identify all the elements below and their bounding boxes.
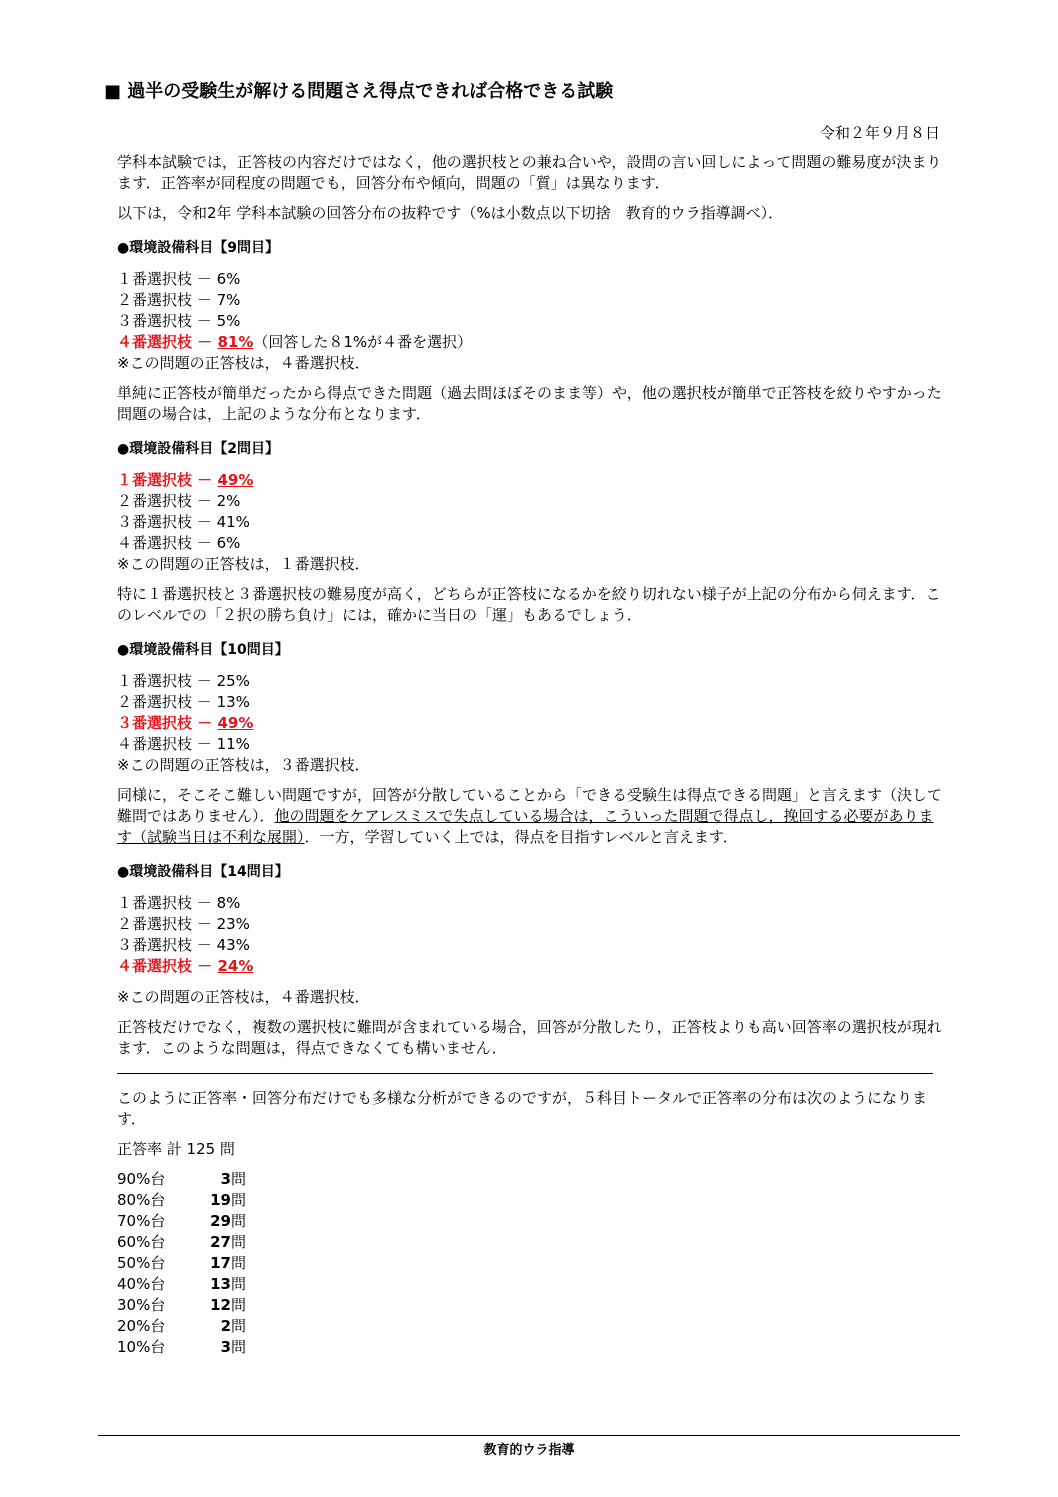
page-title: ■ 過半の受験生が解ける問題さえ得点できれば合格できる試験 — [104, 81, 614, 102]
answer-label: ４番選択枝 － — [117, 957, 213, 975]
answer-percent: 43% — [216, 936, 250, 954]
paragraph-text: ．一方，学習していく上では，得点を目指すレベルと言えます． — [304, 828, 738, 846]
answer-line — [117, 914, 945, 935]
band-label: 60%台 — [117, 1233, 166, 1251]
distribution-row — [117, 1211, 945, 1232]
distribution-row — [117, 1232, 945, 1253]
band-label: 40%台 — [117, 1275, 166, 1293]
footer-divider — [98, 1435, 960, 1436]
answer-label: １番選択枝 － — [117, 471, 213, 489]
answer-label: １番選択枝 － — [117, 270, 212, 288]
answer-label: ２番選択枝 － — [117, 915, 212, 933]
band-count: 27 — [210, 1233, 231, 1251]
answer-percent: 25% — [216, 672, 250, 690]
answer-line — [117, 935, 945, 956]
band-label: 10%台 — [117, 1338, 166, 1356]
paragraph-emphasis: 他の問題をケアレスミスで失点している場合は，こういった問題で得点し，挽回する必要があります（試験当日は不利な展開） — [117, 807, 934, 846]
answer-line — [117, 533, 945, 554]
section-q14 — [117, 862, 945, 1059]
intro-paragraph: 学科本試験では，正答枝の内容だけではなく，他の選択枝との兼ね合いや，設問の言い回しによって問題の難易度が決まります．正答率が同程度の問題でも，回答分布や傾向，問題の「質」は異なります． — [117, 153, 942, 192]
answer-label: ３番選択枝 － — [117, 936, 212, 954]
answer-line-correct — [117, 332, 945, 353]
answer-line-correct — [117, 713, 945, 734]
answer-label: ４番選択枝 － — [117, 534, 212, 552]
summary-paragraph: このように正答率・回答分布だけでも多様な分析ができるのですが，５科目トータルで正答率の分布は次のようになります． — [117, 1089, 928, 1128]
answer-percent: 41% — [216, 513, 250, 531]
answer-label: ２番選択枝 － — [117, 492, 212, 510]
distribution-row — [117, 1295, 945, 1316]
divider — [117, 1073, 933, 1074]
answer-label: ３番選択枝 － — [117, 714, 213, 732]
section-q9 — [117, 238, 945, 425]
answer-percent: 8% — [216, 894, 241, 912]
correct-note: ※この問題の正答枝は，４番選択枝． — [117, 354, 370, 372]
answer-line — [117, 311, 945, 332]
section-paragraph: 正答枝だけでなく，複数の選択枝に難問が含まれている場合，回答が分散したり，正答枝よりも高い回答率の選択枝が現れます．このような問題は，得点できなくても構いません． — [117, 1018, 942, 1057]
answer-line — [117, 671, 945, 692]
section-q2 — [117, 439, 945, 626]
answer-percent: 49% — [217, 471, 254, 489]
answer-percent: 24% — [217, 957, 254, 975]
section-paragraph: 特に１番選択枝と３番選択枝の難易度が高く，どちらが正答枝になるかを絞り切れない様子が上記の分布から伺えます．このレベルでの「２択の勝ち負け」には，確かに当日の「運」もあるでしょう． — [117, 585, 941, 624]
answer-label: ３番選択枝 － — [117, 513, 212, 531]
main-content — [117, 152, 945, 1358]
band-count: 13 — [210, 1275, 231, 1293]
footer-label: 教育的ウラ指導 — [483, 1443, 575, 1458]
correct-note: ※この問題の正答枝は，３番選択枝． — [117, 756, 370, 774]
answer-line — [117, 269, 945, 290]
band-unit: 問 — [231, 1317, 247, 1335]
answer-percent: 81% — [217, 333, 254, 351]
band-label: 90%台 — [117, 1170, 166, 1188]
band-unit: 問 — [231, 1233, 247, 1251]
answer-percent: 6% — [216, 270, 241, 288]
correct-note: ※この問題の正答枝は，１番選択枝． — [117, 555, 370, 573]
distribution-row — [117, 1274, 945, 1295]
answer-percent: 5% — [216, 312, 241, 330]
band-unit: 問 — [231, 1338, 247, 1356]
band-count: 19 — [210, 1191, 231, 1209]
band-count: 3 — [220, 1338, 231, 1356]
band-unit: 問 — [231, 1212, 247, 1230]
section-q10 — [117, 640, 945, 848]
answer-label: １番選択枝 － — [117, 672, 212, 690]
answer-label: ４番選択枝 － — [117, 735, 212, 753]
band-count: 29 — [210, 1212, 231, 1230]
answer-percent: 23% — [216, 915, 250, 933]
answer-line — [117, 491, 945, 512]
answer-label: ３番選択枝 － — [117, 312, 212, 330]
answer-line — [117, 692, 945, 713]
answer-label: １番選択枝 － — [117, 894, 212, 912]
band-unit: 問 — [231, 1191, 247, 1209]
band-unit: 問 — [231, 1170, 247, 1188]
band-label: 80%台 — [117, 1191, 166, 1209]
section-paragraph — [117, 785, 945, 848]
band-unit: 問 — [231, 1296, 247, 1314]
answer-percent: 7% — [216, 291, 241, 309]
band-count: 3 — [220, 1170, 231, 1188]
answer-line-correct — [117, 956, 945, 977]
band-label: 20%台 — [117, 1317, 166, 1335]
distribution-row — [117, 1253, 945, 1274]
correct-note: ※この問題の正答枝は，４番選択枝． — [117, 988, 370, 1006]
answer-percent: 49% — [217, 714, 254, 732]
paragraph-text: 同様に，そこそこ難しい問題ですが，回答が分散していることから「できる受験生は得点できる問題」と言えます（決して難問ではありません）． — [117, 786, 943, 825]
answer-line — [117, 893, 945, 914]
answer-percent: 11% — [216, 735, 250, 753]
distribution-row — [117, 1316, 945, 1337]
distribution-row — [117, 1190, 945, 1211]
distribution-row — [117, 1169, 945, 1190]
answer-remark: （回答した８1%が４番を選択） — [253, 333, 473, 351]
answer-label: ２番選択枝 － — [117, 693, 212, 711]
band-unit: 問 — [231, 1275, 247, 1293]
distribution-row — [117, 1337, 945, 1358]
answer-percent: 13% — [216, 693, 250, 711]
section-heading: ●環境設備科目【10問目】 — [117, 642, 289, 658]
section-heading: ●環境設備科目【9問目】 — [117, 240, 279, 256]
distribution-list — [117, 1169, 945, 1358]
band-unit: 問 — [231, 1254, 247, 1272]
band-label: 30%台 — [117, 1296, 166, 1314]
answer-percent: 2% — [216, 492, 241, 510]
section-heading: ●環境設備科目【14問目】 — [117, 864, 289, 880]
band-count: 2 — [220, 1317, 231, 1335]
band-count: 12 — [210, 1296, 231, 1314]
section-heading: ●環境設備科目【2問目】 — [117, 441, 279, 457]
intro-paragraph: 以下は，令和2年 学科本試験の回答分布の抜粋です（%は小数点以下切捨 教育的ウラ指導調べ）． — [117, 204, 784, 222]
answer-label: ４番選択枝 － — [117, 333, 213, 351]
band-label: 70%台 — [117, 1212, 166, 1230]
answer-percent: 6% — [216, 534, 241, 552]
answer-line-correct — [117, 470, 945, 491]
answer-line — [117, 734, 945, 755]
answer-line — [117, 290, 945, 311]
answer-label: ２番選択枝 － — [117, 291, 212, 309]
answer-line — [117, 512, 945, 533]
band-label: 50%台 — [117, 1254, 166, 1272]
total-label: 正答率 計 125 問 — [117, 1140, 235, 1158]
section-paragraph: 単純に正答枝が簡単だったから得点できた問題（過去問ほぼそのまま等）や，他の選択枝が簡単で正答枝を絞りやすかった問題の場合は，上記のような分布となります． — [117, 384, 942, 423]
band-count: 17 — [210, 1254, 231, 1272]
date-label: 令和２年９月８日 — [819, 124, 940, 142]
